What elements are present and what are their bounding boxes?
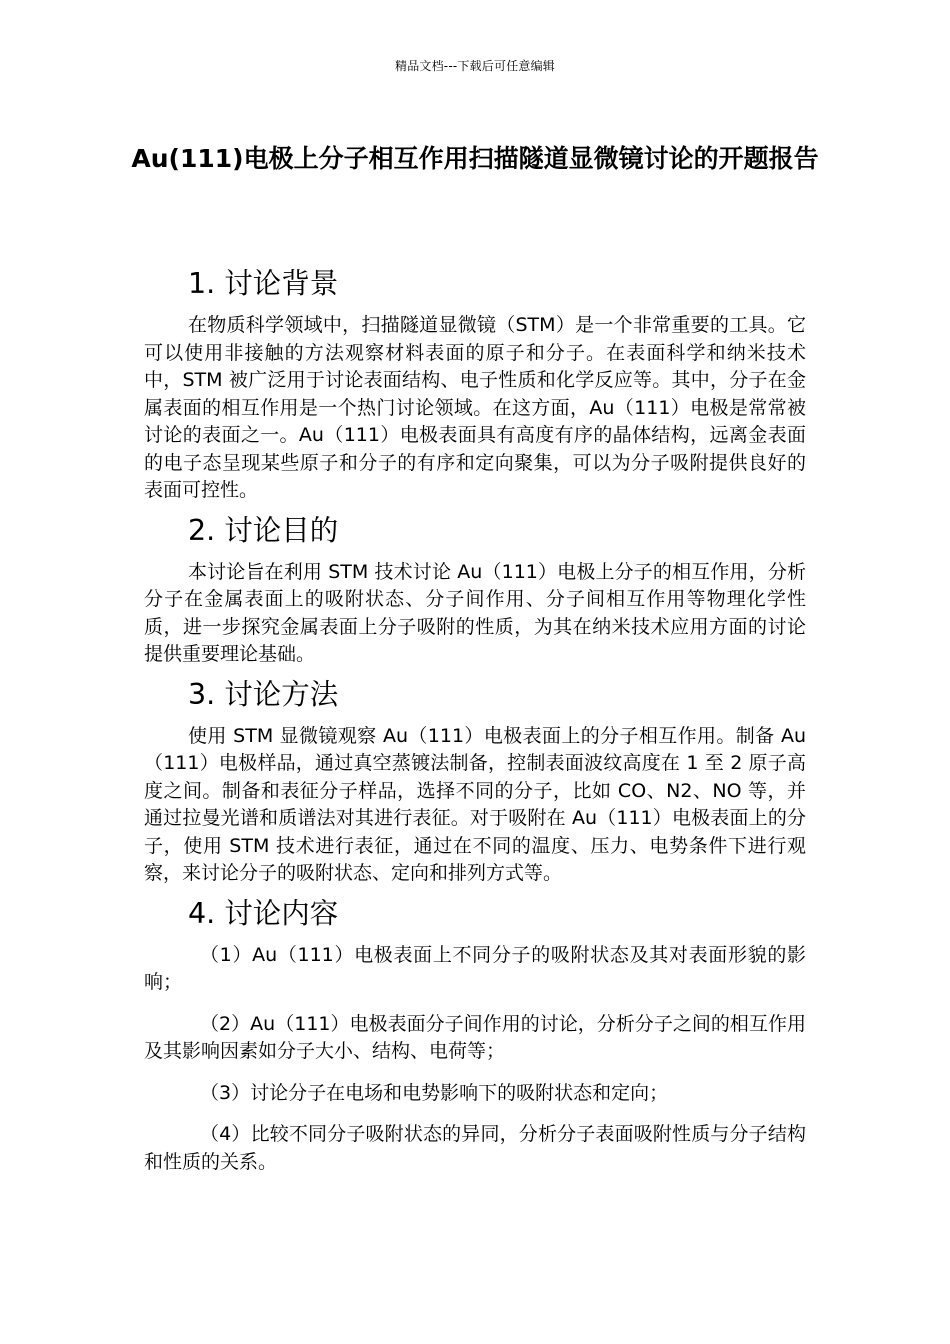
header-note: 精品文档---下载后可任意编辑 [395,59,555,73]
document-body [144,267,806,1176]
section-paragraph: 在物质科学领域中，扫描隧道显微镜（STM）是一个非常重要的工具。它可以使用非接触的方法观察材料表面的原子和分子。在表面科学和纳米技术中，STM 被广泛用于讨论表面结构、电子性质和化学反应等。其中，分子在金属表面的相互作用是一个热门讨论领域。在这方面，Au（111）电极是常常被讨论的表面之一。Au（111）电极表面具有高度有序的晶体结构，远离金表面的电子态呈现某些原子和分子的有序和定向聚集，可以为分子吸附提供良好的表面可控性。 [144,314,806,501]
section-method [144,677,806,888]
list-item: （4）比较不同分子吸附状态的异同，分析分子表面吸附性质与分子结构和性质的关系。 [144,1123,806,1173]
section-heading: 3. 讨论方法 [188,677,339,711]
section-heading: 4. 讨论内容 [188,896,339,930]
section-background [144,267,806,505]
section-paragraph: 使用 STM 显微镜观察 Au（111）电极表面上的分子相互作用。制备 Au（111）电极样品，通过真空蒸镀法制备，控制表面波纹高度在 1 至 2 原子高度之间。制备和表征分子样品，选择不同的分子，比如 CO、N2、NO 等，并通过拉曼光谱和质谱法对其进行表征。对于吸附在 Au（111）电极表面上的分子，使用 STM 技术进行表征，通过在不同的温度、压力、电势条件下进行观察，来讨论分子的吸附状态、定向和排列方式等。 [144,724,806,884]
section-heading: 2. 讨论目的 [188,513,339,547]
section-purpose [144,513,806,669]
section-paragraph: 本讨论旨在利用 STM 技术讨论 Au（111）电极上分子的相互作用，分析分子在金属表面上的吸附状态、分子间作用、分子间相互作用等物理化学性质，进一步探究金属表面上分子吸附的性质，为其在纳米技术应用方面的讨论提供重要理论基础。 [144,560,806,665]
section-heading: 1. 讨论背景 [188,267,339,300]
section-content [144,896,806,1177]
list-item: （2）Au（111）电极表面分子间作用的讨论，分析分子之间的相互作用及其影响因素如分子大小、结构、电荷等； [144,1012,806,1062]
page-title: Au(111)电极上分子相互作用扫描隧道显微镜讨论的开题报告 [131,144,819,173]
list-item: （1）Au（111）电极表面上不同分子的吸附状态及其对表面形貌的影响； [144,943,806,993]
list-item: （3）讨论分子在电场和电势影响下的吸附状态和定向； [200,1081,669,1104]
